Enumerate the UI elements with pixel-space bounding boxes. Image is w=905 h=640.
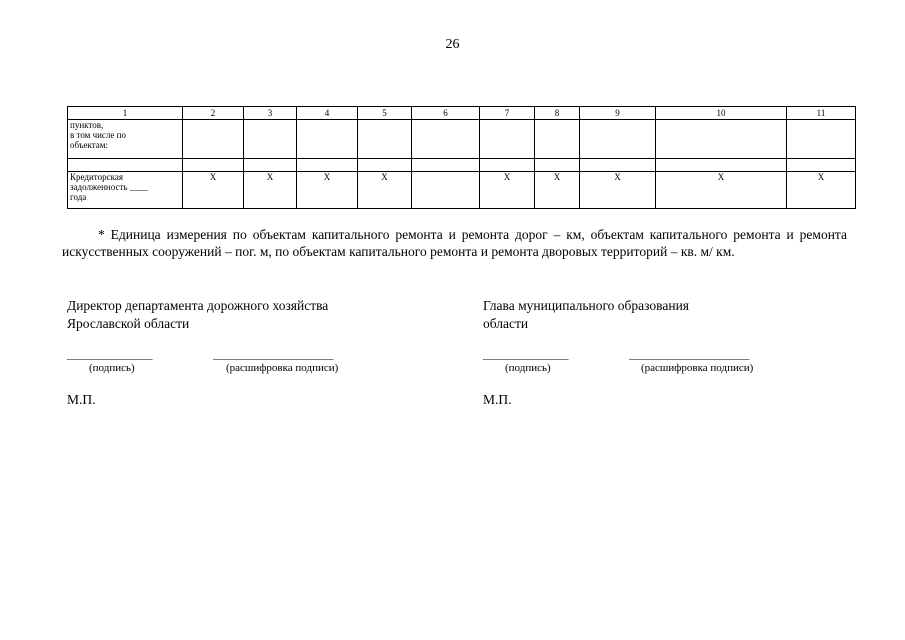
column-header: 6 — [412, 107, 480, 120]
table-cell — [480, 120, 535, 159]
table-cell — [535, 159, 580, 172]
table-cell: Х — [535, 172, 580, 209]
page-number: 26 — [445, 37, 460, 52]
table-cell: Х — [480, 172, 535, 209]
table-cell: Х — [580, 172, 656, 209]
signature-left-title — [67, 297, 328, 333]
column-header: 2 — [183, 107, 244, 120]
signature-decode-caption: (расшифровка подписи) — [226, 362, 339, 374]
column-header: 11 — [787, 107, 856, 120]
row-label — [68, 159, 183, 172]
table-row — [68, 172, 856, 209]
table-row — [68, 120, 856, 159]
row-label-line: пунктов, — [70, 120, 104, 130]
signature-caption: (подпись) — [505, 362, 551, 374]
table-cell: Х — [656, 172, 787, 209]
signature-title-line: области — [483, 316, 529, 331]
table-cell: Х — [244, 172, 297, 209]
footnote: * Единица измерения по объектам капитального ремонта и ремонта дорог – км, объектам капитального ремонта и ремонта искусственных сооружений – пог. м, по объектам капитального ремонта и ремонта дворовых территорий – кв. м/ км. — [62, 227, 847, 259]
table-cell — [787, 120, 856, 159]
table-cell — [480, 159, 535, 172]
signature-caption: (подпись) — [89, 362, 135, 374]
table-cell: Х — [183, 172, 244, 209]
table-cell: Х — [358, 172, 412, 209]
column-header: 7 — [480, 107, 535, 120]
signature-decode-caption: (расшифровка подписи) — [641, 362, 754, 374]
table-cell — [297, 159, 358, 172]
table-cell — [358, 159, 412, 172]
column-header: 4 — [297, 107, 358, 120]
signature-decode-line: ________________________ — [213, 349, 333, 361]
row-label — [68, 120, 183, 159]
table-cell — [656, 120, 787, 159]
row-label-line: года — [70, 192, 87, 202]
signature-title-line: Директор департамента дорожного хозяйства — [67, 298, 329, 313]
row-label — [68, 172, 183, 209]
row-label-line: в том числе по — [70, 130, 126, 140]
column-header: 5 — [358, 107, 412, 120]
table-cell — [580, 159, 656, 172]
table-cell — [244, 120, 297, 159]
table-row — [68, 159, 856, 172]
column-header: 3 — [244, 107, 297, 120]
table-cell — [656, 159, 787, 172]
table-cell — [183, 120, 244, 159]
row-label-line: объектам: — [70, 140, 108, 150]
signature-line: _________________ — [483, 349, 568, 361]
row-label-line: задолженность ____ — [70, 182, 148, 192]
column-header: 9 — [580, 107, 656, 120]
table-cell — [412, 159, 480, 172]
table-cell — [297, 120, 358, 159]
table-cell — [412, 172, 480, 209]
signature-title-line: Глава муниципального образования — [483, 298, 690, 313]
stamp-mark: М.П. — [483, 392, 512, 407]
row-label-line: Кредиторская — [70, 172, 123, 182]
table-cell — [412, 120, 480, 159]
table-cell — [787, 159, 856, 172]
table-cell — [183, 159, 244, 172]
table-cell — [244, 159, 297, 172]
data-table — [67, 106, 856, 209]
signature-right-title — [483, 297, 689, 333]
table-header-row — [68, 107, 856, 120]
signature-title-line: Ярославской области — [67, 316, 190, 331]
table-cell: Х — [297, 172, 358, 209]
table-cell: Х — [787, 172, 856, 209]
table-cell — [535, 120, 580, 159]
stamp-mark: М.П. — [67, 392, 96, 407]
signature-decode-line: ________________________ — [629, 349, 749, 361]
column-header: 8 — [535, 107, 580, 120]
column-header: 1 — [68, 107, 183, 120]
signature-line: _________________ — [67, 349, 152, 361]
column-header: 10 — [656, 107, 787, 120]
table-cell — [580, 120, 656, 159]
table-cell — [358, 120, 412, 159]
